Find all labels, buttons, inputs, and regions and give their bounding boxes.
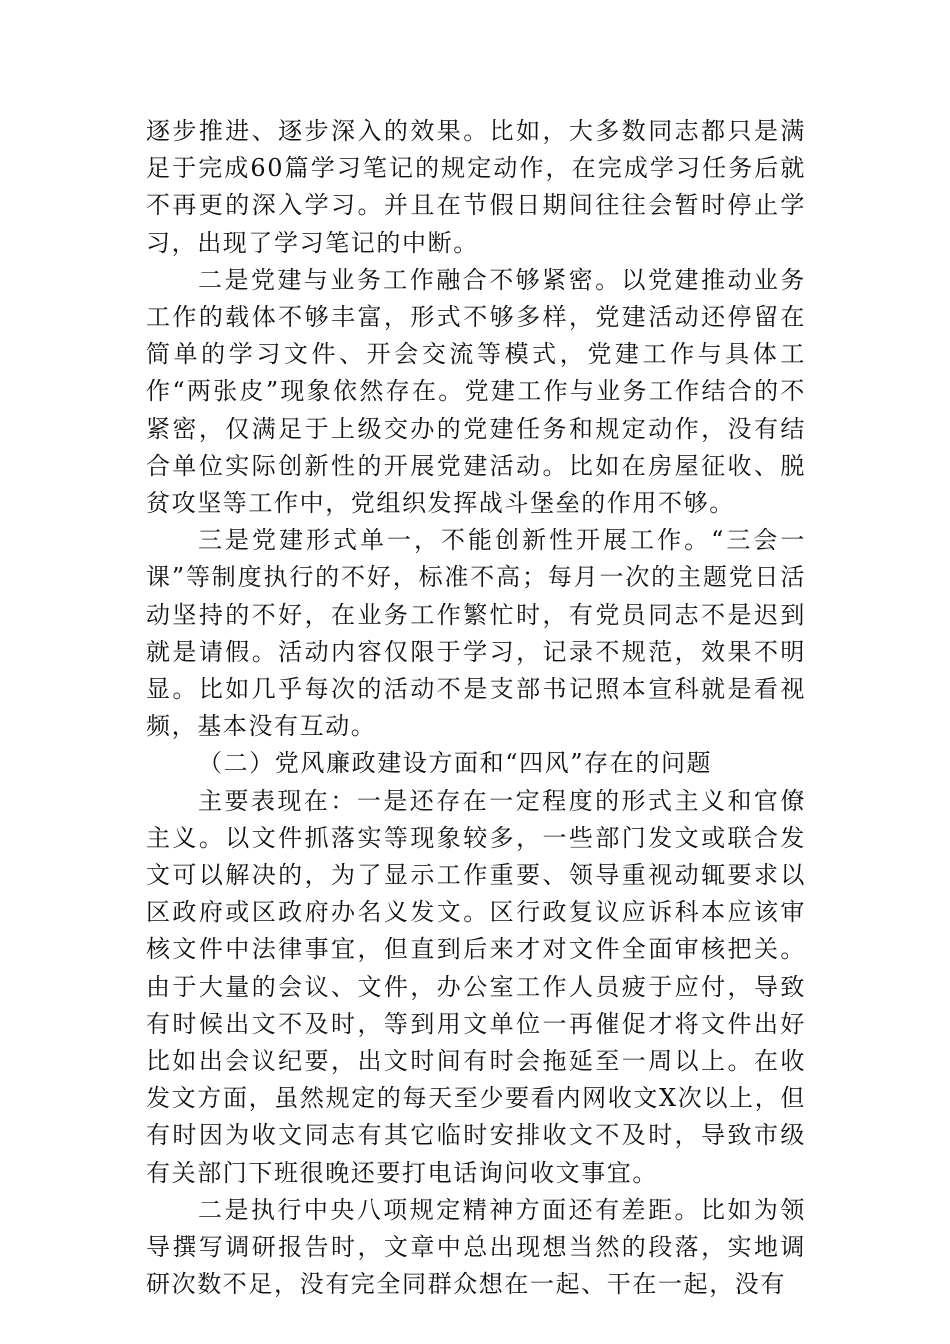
section-heading: （二）党风廉政建设方面和“四风”存在的问题 <box>198 749 713 778</box>
paragraph-party-building-integration: 二是党建与业务工作融合不够紧密。以党建推动业务工作的载体不够丰富，形式不够多样，党建活动还停留在简单的学习文件、开会交流等模式，党建工作与具体工作“两张皮”现象依然存在。党建工作与业务工作结合的不紧密，仅满足于上级交办的党建任务和规定动作，没有结合单位实际创新性的开展党建活动。比如在房屋征收、脱贫攻坚等工作中，党组织发挥战斗堡垒的作用不够。 <box>146 265 806 518</box>
paragraph-eight-regulations: 二是执行中央八项规定精神方面还有差距。比如为领导撰写调研报告时，文章中总出现想当然的段落，实地调研次数不足，没有完全同群众想在一起、干在一起，没有 <box>146 1195 806 1299</box>
paragraph-formalism-bureaucracy: 主要表现在：一是还存在一定程度的形式主义和官僚主义。以文件抓落实等现象较多，一些部门发文或联合发文可以解决的，为了显示工作重要、领导重视动辄要求以区政府或区政府办名义发文。区行政复议应诉科本应该审核文件中法律事宜，但直到后来才对文件全面审核把关。由于大量的会议、文件，办公室工作人员疲于应付，导致有时候出文不及时，等到用文单位一再催促才将文件出好比如出会议纪要，出文时间有时会拖延至一周以上。在收发文方面，虽然规定的每天至少要看内网收文X次以上，但有时因为收文同志有其它临时安排收文不及时，导致市级有关部门下班很晚还要打电话询问收文事宜。 <box>146 786 806 1187</box>
paragraph-continuation: 逐步推进、逐步深入的效果。比如，大多数同志都只是满足于完成60篇学习笔记的规定动作，在完成学习任务后就不再更的深入学习。并且在节假日期间往往会暂时停止学习，出现了学习笔记的中断。 <box>146 117 806 257</box>
paragraph-party-building-format: 三是党建形式单一，不能创新性开展工作。“三会一课”等制度执行的不好，标准不高；每月一次的主题党日活动坚持的不好，在业务工作繁忙时，有党员同志不是迟到就是请假。活动内容仅限于学习，记录不规范，效果不明显。比如几乎每次的活动不是支部书记照本宣科就是看视频，基本没有互动。 <box>146 526 806 741</box>
document-body <box>146 113 806 1304</box>
